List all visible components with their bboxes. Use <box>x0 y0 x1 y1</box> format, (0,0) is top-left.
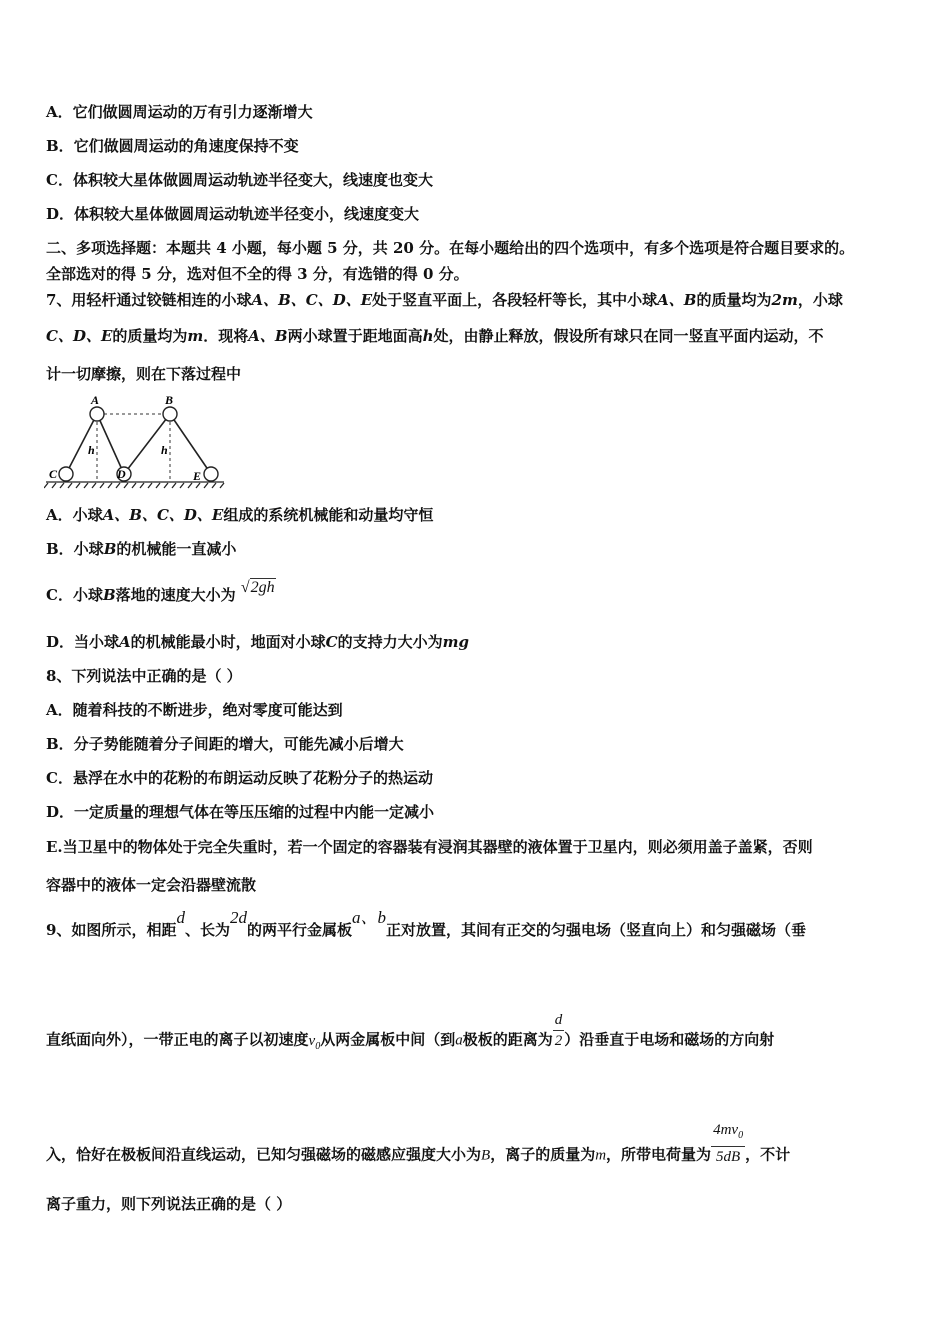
q7-stem-line3: 计一切摩擦，则在下落过程中 <box>46 365 242 383</box>
q7-figure <box>44 392 228 490</box>
q9-stem-line4: 离子重力，则下列说法正确的是（ ） <box>46 1195 292 1213</box>
q7-stem-line2: C、D、E的质量均为m．现将A、B两小球置于距地面高h处，由静止释放，假设所有球只在同一竖直平面内运动，不 <box>46 327 824 345</box>
q8-option-e-line1: E.当卫星中的物体处于完全失重时，若一个固定的容器装有浸润其器壁的液体置于卫星内，则必须用盖子盖紧，否则 <box>46 838 813 856</box>
q7-option-d: D．当小球A的机械能最小时，地面对小球C的支持力大小为mg <box>46 633 470 651</box>
q9-stem-line3: 入，恰好在极板间沿直线运动，已知匀强磁场的磁感应强度大小为B，离子的质量为m，所带电荷量为 $\frac{4mv_0}{5dB}$ ，不计 <box>46 1122 791 1165</box>
label-b: B <box>165 393 174 407</box>
q8-option-c: C．悬浮在水中的花粉的布朗运动反映了花粉分子的热运动 <box>46 769 433 787</box>
label-h-right: h <box>161 443 168 457</box>
ball-b <box>163 407 177 421</box>
q7-option-c: C．小球B落地的速度大小为 √2gh <box>46 579 275 604</box>
q8-option-e-line2: 容器中的液体一定会沿器壁流散 <box>46 876 257 894</box>
label-d: D <box>117 467 126 481</box>
fraction-d-over-2: $\frac{d}{2}$ <box>554 1012 563 1049</box>
label-c: C <box>49 467 58 481</box>
q7-stem-line1: 7、用轻杆通过铰链相连的小球A、B、C、D、E处于竖直平面上，各段轻杆等长，其中小球A、B的质量均为2m，小球 <box>46 291 843 309</box>
q8-option-a: A．随着科技的不断进步，绝对零度可能达到 <box>46 701 343 719</box>
q9-stem-line1: 9、如图所示，相距d、长为2d的两平行金属板a、b正对放置，其间有正交的匀强电场（竖直向上）和匀强磁场（垂 <box>46 908 806 939</box>
section2-heading-line1: 二、多项选择题：本题共 4 小题，每小题 5 分，共 20 分。在每小题给出的四个选项中，有多个选项是符合题目要求的。 <box>46 239 855 257</box>
q6-option-a: A．它们做圆周运动的万有引力逐渐增大 <box>46 103 313 121</box>
q6-option-b: B．它们做圆周运动的角速度保持不变 <box>46 137 299 155</box>
q8-stem: 8、下列说法中正确的是（ ） <box>46 667 242 685</box>
label-h-left: h <box>88 443 95 457</box>
label-e: E <box>193 469 202 483</box>
q7-option-a: A．小球A、B、C、D、E组成的系统机械能和动量均守恒 <box>46 506 434 524</box>
label-a: A <box>91 393 100 407</box>
ball-c <box>59 467 73 481</box>
q8-option-d: D．一定质量的理想气体在等压压缩的过程中内能一定减小 <box>46 803 435 821</box>
ball-e <box>204 467 218 481</box>
sqrt-expression: √2gh <box>240 579 275 596</box>
q6-option-d: D．体积较大星体做圆周运动轨迹半径变小，线速度变大 <box>46 205 420 223</box>
q7-option-b: B．小球B的机械能一直减小 <box>46 540 237 558</box>
q6-option-c: C．体积较大星体做圆周运动轨迹半径变大，线速度也变大 <box>46 171 433 189</box>
ball-a <box>90 407 104 421</box>
q9-stem-line2: 直纸面向外），一带正电的离子以初速度$v_0$从两金属板中间（到a极板的距离为 $\frac{d}{2}$ ）沿垂直于电场和磁场的方向射 <box>46 1012 775 1052</box>
fraction-charge: $\frac{4mv_0}{5dB}$ <box>713 1122 744 1165</box>
section2-heading-line2: 全部选对的得 5 分，选对但不全的得 3 分，有选错的得 0 分。 <box>46 265 469 283</box>
dashed-lines <box>97 414 170 481</box>
q8-option-b: B．分子势能随着分子间距的增大，可能先减小后增大 <box>46 735 404 753</box>
